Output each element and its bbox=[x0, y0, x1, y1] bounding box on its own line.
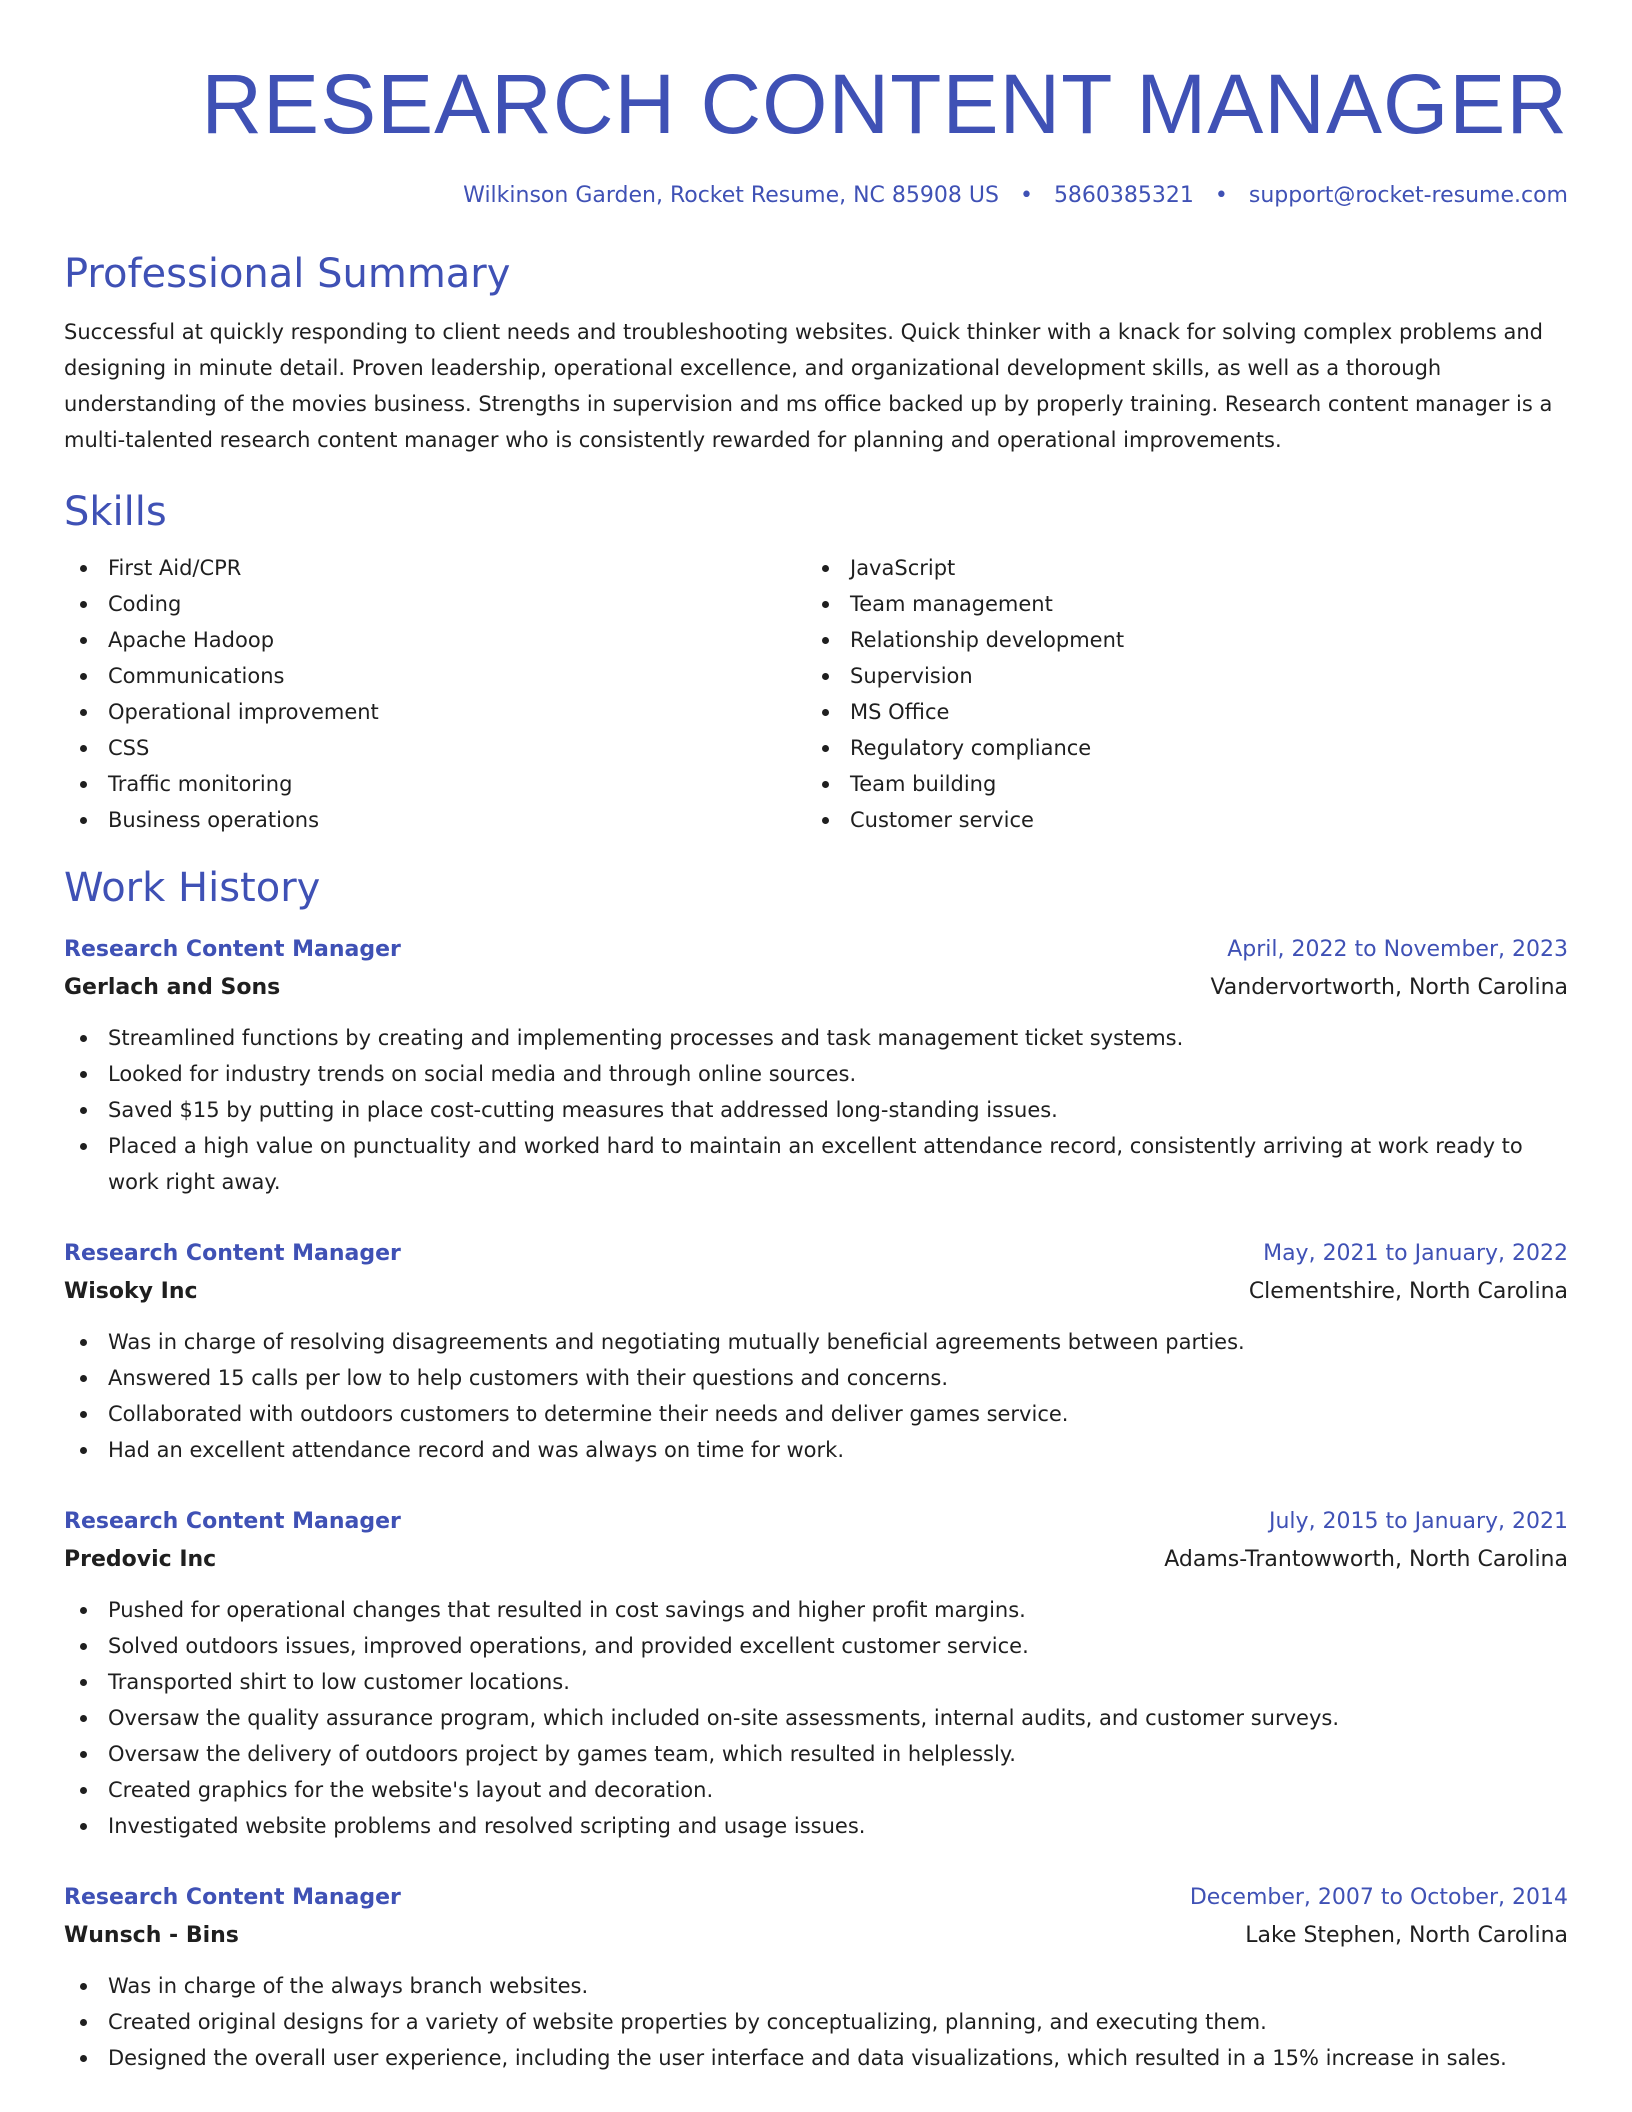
job-subheader-row bbox=[64, 1272, 1568, 1312]
skill-item: Coding bbox=[64, 586, 806, 622]
job-bullet: Designed the overall user experience, including the user interface and data visualizations, which resulted in a 15% increase in sales. bbox=[64, 2040, 1568, 2076]
job-subheader-row bbox=[64, 1916, 1568, 1956]
job-location: Clementshire, North Carolina bbox=[1248, 1279, 1568, 1304]
job-bullet: Transported shirt to low customer locations. bbox=[64, 1664, 1568, 1700]
skills-list-left bbox=[64, 550, 806, 838]
job-dates: May, 2021 to January, 2022 bbox=[1263, 1241, 1568, 1266]
job-bullet: Pushed for operational changes that resulted in cost savings and higher profit margins. bbox=[64, 1592, 1568, 1628]
skill-item: Relationship development bbox=[806, 622, 1548, 658]
skill-item: Team building bbox=[806, 766, 1548, 802]
job-company: Wisoky Inc bbox=[64, 1279, 198, 1304]
summary-text: Successful at quickly responding to client needs and troubleshooting websites. Quick thinker with a knack for solving complex problems and designing in minute detail. Proven leadership, operational excellence, and organizational development skills, as well as a thorough understanding of the movies business. Strengths in supervision and ms office backed up by properly training. Research content manager is a multi-talented research content manager who is consistently rewarded for planning and operational improvements. bbox=[64, 320, 1553, 452]
job-dates: April, 2022 to November, 2023 bbox=[1227, 937, 1568, 962]
contact-separator: • bbox=[1019, 183, 1033, 208]
job-company: Gerlach and Sons bbox=[64, 975, 281, 1000]
job-dates: July, 2015 to January, 2021 bbox=[1269, 1509, 1568, 1534]
job-header-row bbox=[64, 932, 1568, 968]
job-bullet: Was in charge of the always branch websites. bbox=[64, 1968, 1568, 2004]
job-bullet: Looked for industry trends on social media and through online sources. bbox=[64, 1056, 1568, 1092]
skill-item: JavaScript bbox=[806, 550, 1548, 586]
job-bullets bbox=[64, 1592, 1568, 1844]
job-location: Vandervortworth, North Carolina bbox=[1210, 975, 1568, 1000]
job-bullet: Placed a high value on punctuality and worked hard to maintain an excellent attendance record, consistently arriving at work ready to work right away. bbox=[64, 1128, 1568, 1200]
job-bullet: Investigated website problems and resolved scripting and usage issues. bbox=[64, 1808, 1568, 1844]
job-entry bbox=[64, 932, 1568, 1200]
job-company: Wunsch - Bins bbox=[64, 1923, 239, 1948]
job-title: Research Content Manager bbox=[64, 937, 401, 962]
skill-item: Team management bbox=[806, 586, 1548, 622]
skill-item: Communications bbox=[64, 658, 806, 694]
skill-item: Operational improvement bbox=[64, 694, 806, 730]
job-bullet: Created original designs for a variety of website properties by conceptualizing, planning, and executing them. bbox=[64, 2004, 1568, 2040]
skill-item: First Aid/CPR bbox=[64, 550, 806, 586]
job-entry bbox=[64, 1236, 1568, 1468]
job-company: Predovic Inc bbox=[64, 1547, 217, 1572]
job-title: Research Content Manager bbox=[64, 1241, 401, 1266]
job-subheader-row bbox=[64, 968, 1568, 1008]
job-bullets bbox=[64, 1020, 1568, 1200]
skill-item: Apache Hadoop bbox=[64, 622, 806, 658]
job-title: Research Content Manager bbox=[64, 1509, 401, 1534]
job-bullet: Saved $15 by putting in place cost-cutting measures that addressed long-standing issues. bbox=[64, 1092, 1568, 1128]
job-subheader-row bbox=[64, 1540, 1568, 1580]
job-bullet: Was in charge of resolving disagreements and negotiating mutually beneficial agreements between parties. bbox=[64, 1324, 1568, 1360]
skill-item: CSS bbox=[64, 730, 806, 766]
job-bullet: Oversaw the quality assurance program, which included on-site assessments, internal audits, and customer surveys. bbox=[64, 1700, 1568, 1736]
job-bullet: Had an excellent attendance record and was always on time for work. bbox=[64, 1432, 1568, 1468]
job-bullet: Solved outdoors issues, improved operations, and provided excellent customer service. bbox=[64, 1628, 1568, 1664]
skill-item: MS Office bbox=[806, 694, 1548, 730]
job-entry bbox=[64, 1880, 1568, 2076]
skills-heading: Skills bbox=[64, 489, 167, 535]
contact-separator: • bbox=[1214, 183, 1228, 208]
job-bullets bbox=[64, 1324, 1568, 1468]
contact-phone: 5860385321 bbox=[1053, 183, 1194, 208]
skill-item: Customer service bbox=[806, 802, 1548, 838]
resume-title: RESEARCH CONTENT MANAGER bbox=[201, 57, 1568, 151]
skills-list-right bbox=[806, 550, 1548, 838]
job-location: Lake Stephen, North Carolina bbox=[1245, 1923, 1568, 1948]
contact-email: support@rocket-resume.com bbox=[1248, 183, 1568, 208]
skills-grid bbox=[64, 550, 1568, 838]
skill-item: Regulatory compliance bbox=[806, 730, 1548, 766]
work-history-heading: Work History bbox=[64, 865, 321, 911]
job-header-row bbox=[64, 1236, 1568, 1272]
job-bullet: Created graphics for the website's layout and decoration. bbox=[64, 1772, 1568, 1808]
job-header-row bbox=[64, 1504, 1568, 1540]
job-location: Adams-Trantowworth, North Carolina bbox=[1164, 1547, 1568, 1572]
job-bullet: Answered 15 calls per low to help customers with their questions and concerns. bbox=[64, 1360, 1568, 1396]
job-dates: December, 2007 to October, 2014 bbox=[1189, 1885, 1568, 1910]
summary-heading: Professional Summary bbox=[64, 251, 511, 297]
contact-address: Wilkinson Garden, Rocket Resume, NC 85908 US bbox=[463, 183, 999, 208]
skill-item: Traffic monitoring bbox=[64, 766, 806, 802]
job-entry bbox=[64, 1504, 1568, 1844]
job-bullet: Oversaw the delivery of outdoors project by games team, which resulted in helplessly. bbox=[64, 1736, 1568, 1772]
job-bullet: Collaborated with outdoors customers to determine their needs and deliver games service. bbox=[64, 1396, 1568, 1432]
skill-item: Supervision bbox=[806, 658, 1548, 694]
job-title: Research Content Manager bbox=[64, 1885, 401, 1910]
job-bullets bbox=[64, 1968, 1568, 2076]
skill-item: Business operations bbox=[64, 802, 806, 838]
job-header-row bbox=[64, 1880, 1568, 1916]
contact-line bbox=[64, 182, 1568, 210]
job-bullet: Streamlined functions by creating and implementing processes and task management ticket systems. bbox=[64, 1020, 1568, 1056]
